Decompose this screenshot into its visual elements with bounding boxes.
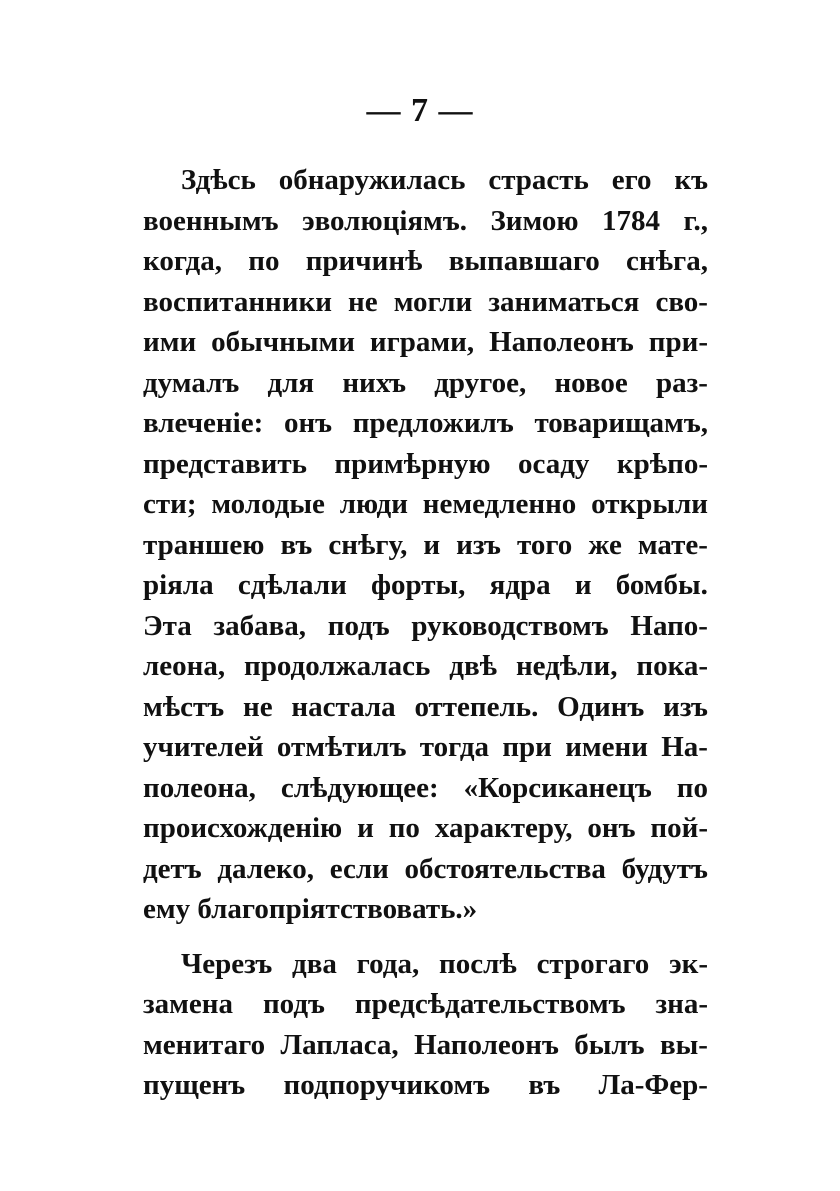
- text-line: происхожденію и по характеру, онъ пой-: [143, 812, 708, 844]
- text-line: полеона, слѣдующее: «Корсиканецъ по: [143, 771, 708, 804]
- paragraph-gap: [143, 930, 708, 944]
- text-line: представить примѣрную осаду крѣпо-: [143, 447, 708, 480]
- text-line: Здѣсь обнаружилась страсть его къ: [181, 164, 708, 196]
- text-line: ріяла сдѣлали форты, ядра и бомбы.: [143, 569, 708, 601]
- paragraph-2: [143, 944, 708, 1106]
- text-line: военнымъ эволюціямъ. Зимою 1784 г.,: [143, 204, 708, 237]
- text-line: учителей отмѣтилъ тогда при имени На-: [143, 731, 708, 763]
- text-line: сти; молодые люди немедленно открыли: [143, 488, 708, 520]
- text-line: ему благопріятствовать.»: [143, 893, 478, 925]
- text-line: влеченіе: онъ предложилъ товарищамъ,: [143, 407, 708, 439]
- text-line: Эта забава, подъ руководствомъ Напо-: [143, 609, 708, 642]
- text-line: детъ далеко, если обстоятельства будутъ: [143, 852, 708, 885]
- text-line: ими обычными играми, Наполеонъ при-: [143, 326, 708, 358]
- text-line: леона, продолжалась двѣ недѣли, пока-: [143, 650, 708, 682]
- text-line: мѣстъ не настала оттепель. Одинъ изъ: [143, 690, 708, 723]
- text-line: думалъ для нихъ другое, новое раз-: [143, 366, 708, 399]
- text-line: когда, по причинѣ выпавшаго снѣга,: [143, 245, 708, 277]
- text-line: воспитанники не могли заниматься сво-: [143, 285, 708, 318]
- text-line: Черезъ два года, послѣ строгаго эк-: [181, 947, 708, 980]
- text-line: менитаго Лапласа, Наполеонъ былъ вы-: [143, 1028, 708, 1061]
- page-number: — 7 —: [366, 92, 474, 129]
- text-line: траншею въ снѣгу, и изъ того же мате-: [143, 528, 708, 561]
- paragraph-1: [143, 160, 708, 930]
- body-text: [143, 160, 708, 1106]
- text-line: пущенъ подпоручикомъ въ Ла-Фер-: [143, 1069, 708, 1101]
- text-line: замена подъ предсѣдательствомъ зна-: [143, 988, 708, 1020]
